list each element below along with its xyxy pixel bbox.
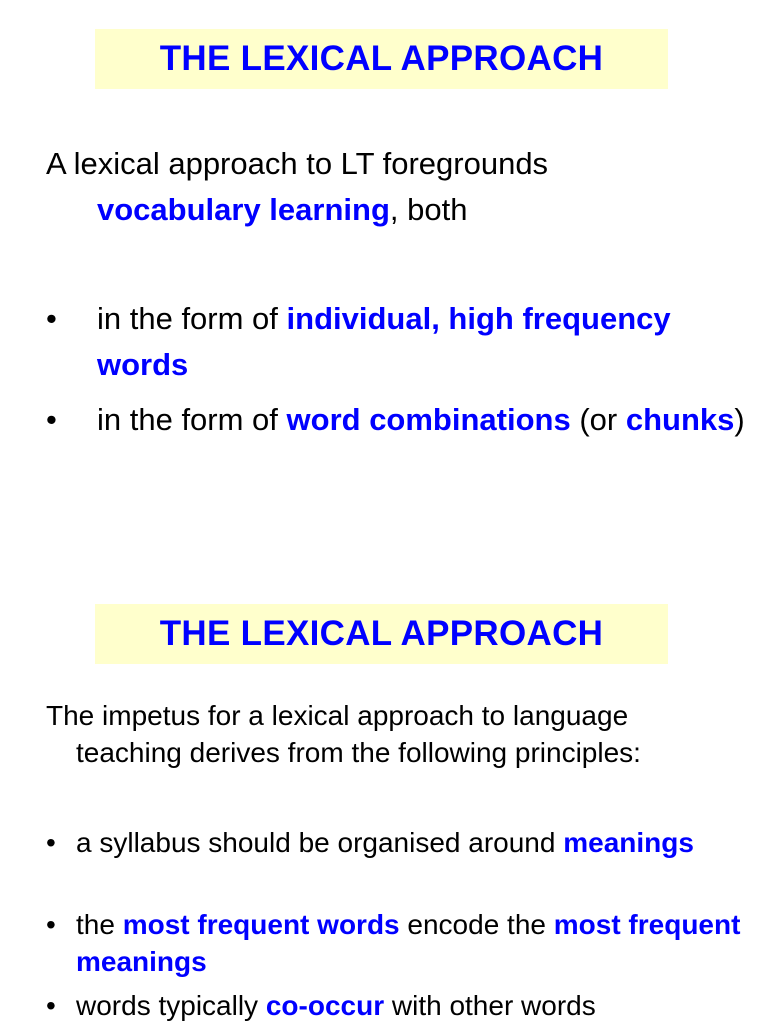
slide2-bullet-text	[46, 906, 746, 980]
slide2-bullet-text	[46, 824, 746, 861]
slide1-intro-line1: A lexical approach to LT foregrounds	[46, 146, 549, 181]
slide2-bullet-highlight: co-occur	[265, 990, 385, 1021]
slide1-bullet-pre: in the form of	[97, 301, 287, 336]
slide2-title-box	[95, 604, 668, 664]
slide2-intro-line1: The impetus for a lexical approach to language	[46, 700, 629, 731]
bullet-icon: •	[46, 990, 56, 1021]
bullet-icon: •	[46, 909, 56, 940]
slide1-intro	[46, 141, 746, 233]
slide1-bullet-text	[46, 397, 746, 443]
slide2-bullet	[46, 987, 746, 1024]
slide1-bullet-mid: (or	[570, 402, 626, 437]
slide1-bullet-highlight2: chunks	[625, 402, 735, 437]
slide2-bullet-pre: a syllabus should be organised around	[76, 827, 564, 858]
slide2-bullet-highlight: most frequent words	[122, 909, 400, 940]
slide2-bullet	[46, 824, 746, 861]
slide1-bullet-highlight: word combinations	[286, 402, 571, 437]
slide1-bullet-text	[46, 296, 746, 388]
slide1-intro-after: , both	[389, 192, 468, 227]
slide2-bullet-pre: the	[76, 909, 123, 940]
slide2-bullet-pre: words typically	[76, 990, 266, 1021]
slide2-intro-line2: teaching derives from the following principles:	[76, 737, 641, 768]
slide1-title-box	[95, 29, 668, 89]
slide2-bullet	[46, 906, 746, 980]
bullet-icon: •	[46, 402, 57, 437]
slide1-bullet	[46, 296, 746, 388]
bullet-icon: •	[46, 827, 56, 858]
slide1-title: THE LEXICAL APPROACH	[159, 39, 604, 78]
slide1-bullet	[46, 397, 746, 443]
slide2-bullet-post: with other words	[384, 990, 596, 1021]
bullet-icon: •	[46, 301, 57, 336]
slide1-intro-highlight: vocabulary learning	[97, 192, 390, 227]
slide1-bullet-highlight: individual, high frequency words	[97, 301, 671, 382]
slide2-bullet-text	[46, 987, 746, 1024]
slide2-bullet-highlight: meanings	[563, 827, 694, 858]
slide2-title: THE LEXICAL APPROACH	[159, 614, 604, 653]
slide1-bullet-post: )	[734, 402, 745, 437]
slide2-bullet-mid: encode the	[399, 909, 554, 940]
slide1-intro-line2	[46, 187, 746, 233]
slide2-bullet-highlight2: most frequent meanings	[76, 909, 741, 977]
slide1-bullet-pre: in the form of	[97, 402, 287, 437]
slide2-intro	[46, 697, 746, 771]
